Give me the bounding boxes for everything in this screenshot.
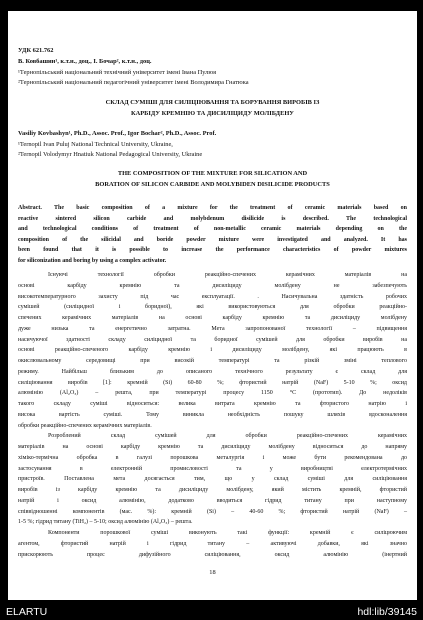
body-line: Компоненти порошкової суміші виконують такі функції: кремній є силіцюючим (48, 530, 407, 536)
affiliation-uk-1: ¹Тернопільський національний технічний університет імені Івана Пулюя (18, 69, 217, 76)
footer-repository-name: ELARTU (6, 606, 48, 618)
body-line: Розроблений склад сумішей для обробки реакційно-спечених керамічних (48, 433, 407, 440)
abstract-line: been found that it is possible to increase the performance characteristics of powder mixtures (18, 247, 407, 253)
body-line: обробки реакційно-спечених керамічних матеріалів. (18, 422, 152, 429)
affiliation-uk-2: ²Тернопільський національний педагогічний університет імені Володимира Гнатюка (18, 79, 249, 86)
body-line: пристроїв. Поставлена мета досягається тим, що у склад суміші для силіціювання (18, 476, 407, 483)
body-line: співвідношенні компонентів (мас. %): кремній (Si) – 40-60 %; фтористий натрій (NaF) – (18, 508, 407, 515)
body-line: режиму. Найбільш близьким до описаного технічного результату є склад для (18, 368, 407, 375)
body-line: агентом, фтористий натрій і гідрид титану – активуючі добавки, які значно (18, 540, 407, 547)
affiliation-en-2: ²Ternopil Volodymyr Hnatiuk National Pedagogical University, Ukraine (18, 151, 203, 158)
body-line: хіміко-термічна обробка в галузі порошкова металургія і може бути рекомендована до (18, 454, 407, 461)
body-line: насичуючої здатності складу силіцидної та боридної сумішей для обробки виробів на (18, 336, 407, 343)
authors-en: Vasiliy Kovbashyn¹, Ph.D., Assoc. Prof., Igor Bochar², Ph.D., Assoc. Prof. (18, 130, 217, 137)
body-line: натрій і оксид алюмінію, додатково вводиться гідрид титану при наступному (18, 497, 407, 504)
abstract-line: for siliconization and boring by using a complex activator. (18, 257, 167, 264)
title-uk-line-1: СКЛАД СУМІШІ ДЛЯ СИЛІЦІЮВАННЯ ТА БОРУВАННЯ ВИРОБІВ ІЗ (105, 99, 320, 106)
body-line: сумішей (силіцидної і боридної), які використовуються для обробки реакційно- (18, 304, 407, 311)
body-line: такого складу суміші відноситься: велика витрата кремнію та фтористого натрію і (18, 401, 407, 407)
body-line: окислювальному середовищі при високій температурі та різкій зміні тeплового (18, 358, 407, 364)
abstract-line: reactive sintered silicon carbide and molybdenum disilicide is described. The technological (18, 215, 407, 222)
udk-code: УДК 621.762 (18, 47, 54, 54)
abstract-line: and technological conditions of treatment of non-metallic ceramic materials depending on the (18, 226, 407, 232)
title-en-line-2: BORATION OF SILICON CARBIDE AND MOLYBIDEN DISILICIDE PRODUCTS (95, 181, 330, 188)
body-line: силіціювання виробів [1]: кремній (Si) 60-80 %; фтористий натрій (NaF) 5-10 %; оксид (18, 379, 407, 386)
body-line: застосування в електронній промисловості та у виробництві електротермічних (18, 465, 407, 472)
abstract-line: composition of the silicidal and boride powder mixture were investigated and analyzed. It has (18, 236, 407, 243)
footer-bar (0, 602, 423, 620)
body-line: високотемпературного захисту під час експлуатації. . Насичувальна здатність робочих (18, 293, 407, 300)
body-line: виробів із карбіду кремнію та дисиліциду молібдену, який містить кремній, фтористий (18, 487, 407, 493)
footer-handle: hdl:lib/39145 (357, 606, 417, 618)
affiliation-en-1: ¹Ternopil Ivan Puluj National Technical University, Ukraine, (18, 141, 173, 148)
body-line: алюмінію (Al₂O₃) – решта, при температурі процесу 1150 °С (прототип). До недоліків (18, 390, 407, 397)
title-en-line-1: THE COMPOSITION OF THE MIXTURE FOR SILICATION AND (117, 170, 308, 177)
page-number: 18 (209, 569, 216, 576)
body-line: дуже низька та енергетично затратна. Мета запропонованої технології – підвищення (18, 325, 407, 332)
body-line: основі реакційно-спеченого карбіду кремнію і дисиліциду молібдену, які працюють в (18, 347, 407, 354)
title-uk-line-2: КАРБІДУ КРЕМНІЮ ТА ДИСИЛІЦИДУ МОЛІБДЕНУ (130, 110, 294, 117)
abstract-line: Abstract. The basic composition of a mixture for the treatment of ceramic materials based on (18, 205, 407, 211)
body-line: спечених керамічних матеріалів на основі карбіду кремнію та дисиліциду молібдену (18, 315, 407, 321)
body-line: Існуючі технології обробки реакційно-спечених керамічних матеріалів на (48, 272, 407, 278)
body-line: висока вартість суміші. Тому виникла необхідність пошуку шляхів вдосконалення (18, 411, 407, 418)
body-line: основі карбіду кремнію та дисиліциду молібдену не забезпечують (18, 282, 407, 289)
authors-uk: В. Ковбашин¹, к.т.н., доц., І. Бочар², к.т.н., доц. (18, 58, 152, 65)
body-line: 1-5 %; гідрид титану (TiH₂) – 5-10; оксид алюмінію (Al₂O₃) – решта. (18, 519, 193, 526)
body-line: матеріалів на основі карбіду кремнію та дисиліциду молібдену відноситься до напряму (18, 444, 407, 450)
body-line: прискорюють процес дифузійного силіціювання, оксид алюмінію (інертний (18, 551, 407, 558)
document-page (8, 11, 417, 600)
